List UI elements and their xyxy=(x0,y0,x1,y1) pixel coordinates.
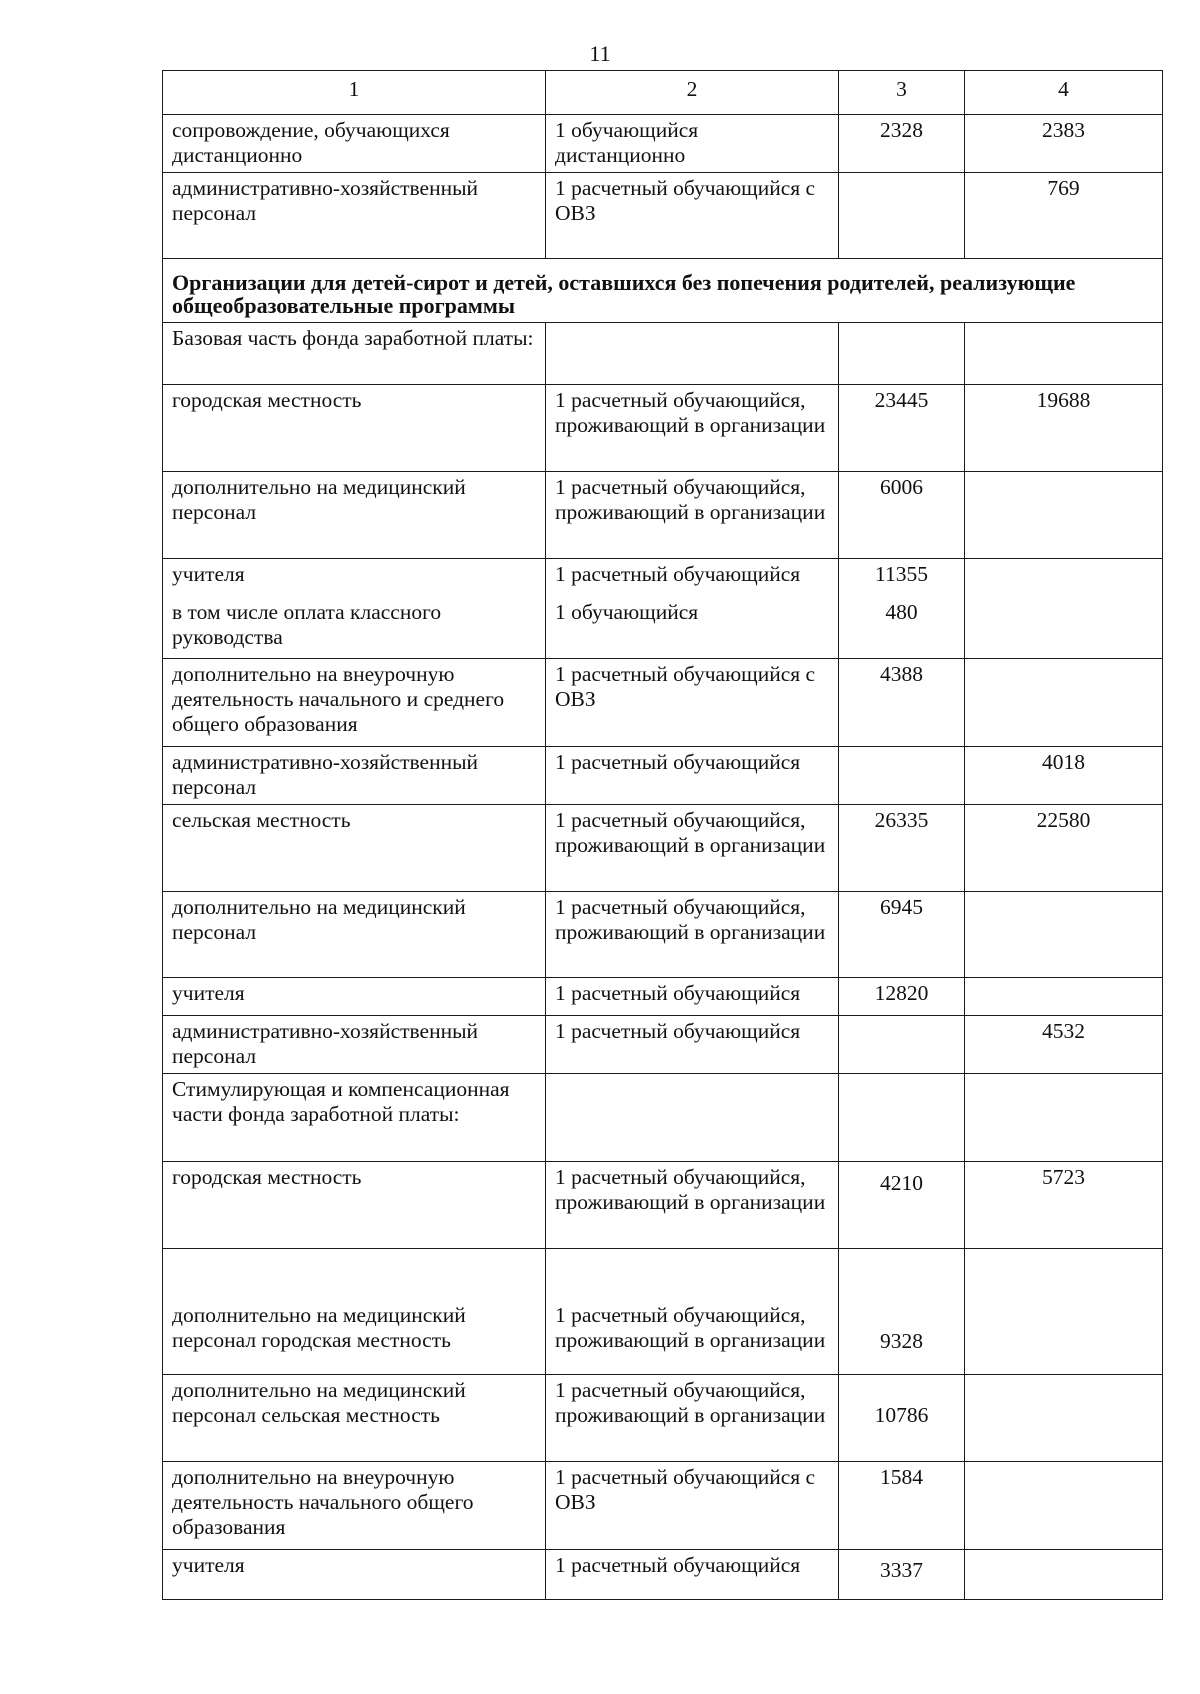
row-value-col4: 19688 xyxy=(965,385,1163,472)
page-number: 11 xyxy=(589,41,611,66)
row-name: дополнительно на внеурочную деятельность начального общего образования xyxy=(163,1462,546,1550)
teachers-unit: 1 расчетный обучающийся xyxy=(555,562,801,586)
row-value-col4 xyxy=(965,1550,1163,1600)
table-row xyxy=(163,1550,1163,1600)
header-cell-4: 4 xyxy=(965,71,1163,115)
table-row xyxy=(163,115,1163,173)
row-unit xyxy=(546,559,839,659)
empty-cell xyxy=(839,1074,965,1162)
table-row xyxy=(163,1375,1163,1462)
empty-cell xyxy=(965,1074,1163,1162)
header-cell-1: 1 xyxy=(163,71,546,115)
row-value-col4 xyxy=(965,892,1163,978)
row-unit: 1 расчетный обучающийся с ОВЗ xyxy=(546,1462,839,1550)
row-value-col4 xyxy=(965,472,1163,559)
row-name: административно-хозяйственный персонал xyxy=(163,173,546,259)
table-row xyxy=(163,1074,1163,1162)
row-value-col3: 26335 xyxy=(839,805,965,892)
empty-cell xyxy=(546,323,839,385)
row-name: учителя xyxy=(163,978,546,1016)
row-value-col3: 1584 xyxy=(839,1462,965,1550)
table-row xyxy=(163,1016,1163,1074)
row-unit: 1 расчетный обучающийся, проживающий в организации xyxy=(546,1162,839,1249)
row-name: дополнительно на медицинский персонал городская местность xyxy=(163,1249,546,1375)
empty-cell xyxy=(839,323,965,385)
row-name: городская местность xyxy=(163,1162,546,1249)
row-name: учителя xyxy=(163,1550,546,1600)
row-value-col3 xyxy=(839,559,965,659)
row-value-col3 xyxy=(839,747,965,805)
row-name: городская местность xyxy=(163,385,546,472)
teachers-label: учителя xyxy=(172,562,245,586)
row-value-col4: 2383 xyxy=(965,115,1163,173)
section-header-row xyxy=(163,259,1163,323)
section-title: Организации для детей-сирот и детей, оставшихся без попечения родителей, реализующие общеобразовательные программы xyxy=(163,259,1163,323)
row-value-col4: 5723 xyxy=(965,1162,1163,1249)
row-value-col3 xyxy=(839,173,965,259)
row-value-col4: 4018 xyxy=(965,747,1163,805)
row-value-col4 xyxy=(965,1249,1163,1375)
row-unit: 1 расчетный обучающийся, проживающий в организации xyxy=(546,472,839,559)
row-name xyxy=(163,559,546,659)
row-unit: 1 расчетный обучающийся xyxy=(546,978,839,1016)
row-unit: 1 расчетный обучающийся, проживающий в организации xyxy=(546,1375,839,1462)
row-value-col3: 4388 xyxy=(839,659,965,747)
table-row xyxy=(163,1249,1163,1375)
header-cell-2: 2 xyxy=(546,71,839,115)
row-name: дополнительно на медицинский персонал xyxy=(163,892,546,978)
row-name: административно-хозяйственный персонал xyxy=(163,1016,546,1074)
column-number-header xyxy=(163,71,1163,115)
row-value-col4: 4532 xyxy=(965,1016,1163,1074)
row-value-col3: 9328 xyxy=(839,1249,965,1375)
class-guidance-label: в том числе оплата классного руководства xyxy=(172,600,442,649)
row-value-col3: 2328 xyxy=(839,115,965,173)
row-unit: 1 расчетный обучающийся, проживающий в организации xyxy=(546,1249,839,1375)
table-row xyxy=(163,978,1163,1016)
table-row xyxy=(163,1162,1163,1249)
row-value-col4 xyxy=(965,659,1163,747)
row-value-col4: 769 xyxy=(965,173,1163,259)
table-row xyxy=(163,747,1163,805)
row-value-col3: 6006 xyxy=(839,472,965,559)
row-value-col3: 10786 xyxy=(839,1375,965,1462)
row-name: дополнительно на внеурочную деятельность начального и среднего общего образования xyxy=(163,659,546,747)
teachers-value: 11355 xyxy=(875,562,928,586)
row-unit: 1 расчетный обучающийся xyxy=(546,747,839,805)
table-row xyxy=(163,472,1163,559)
row-value-col3 xyxy=(839,1016,965,1074)
row-unit: 1 обучающийся дистанционно xyxy=(546,115,839,173)
table-row xyxy=(163,659,1163,747)
class-guidance-value: 480 xyxy=(885,600,918,624)
header-cell-3: 3 xyxy=(839,71,965,115)
row-value-col4 xyxy=(965,1375,1163,1462)
stim-part-label: Стимулирующая и компенсационная части фонда заработной платы: xyxy=(163,1074,546,1162)
table-row xyxy=(163,805,1163,892)
table-row xyxy=(163,173,1163,259)
row-value-col3: 4210 xyxy=(839,1162,965,1249)
row-value-col3: 6945 xyxy=(839,892,965,978)
empty-cell xyxy=(546,1074,839,1162)
row-unit: 1 расчетный обучающийся xyxy=(546,1016,839,1074)
row-unit: 1 расчетный обучающийся, проживающий в организации xyxy=(546,892,839,978)
class-guidance-unit: 1 обучающийся xyxy=(555,600,699,624)
empty-cell xyxy=(965,559,1163,659)
row-name: дополнительно на медицинский персонал сельская местность xyxy=(163,1375,546,1462)
row-value-col4 xyxy=(965,1462,1163,1550)
row-name: сельская местность xyxy=(163,805,546,892)
row-unit: 1 расчетный обучающийся, проживающий в организации xyxy=(546,385,839,472)
table-row xyxy=(163,1462,1163,1550)
row-name: дополнительно на медицинский персонал xyxy=(163,472,546,559)
row-value-col4 xyxy=(965,978,1163,1016)
funding-norms-table xyxy=(162,70,1163,1600)
table-row xyxy=(163,385,1163,472)
table-row xyxy=(163,559,1163,659)
row-unit: 1 расчетный обучающийся, проживающий в организации xyxy=(546,805,839,892)
row-name: сопровождение, обучающихся дистанционно xyxy=(163,115,546,173)
table-row xyxy=(163,323,1163,385)
row-unit: 1 расчетный обучающийся с ОВЗ xyxy=(546,173,839,259)
row-unit: 1 расчетный обучающийся xyxy=(546,1550,839,1600)
base-part-label: Базовая часть фонда заработной платы: xyxy=(163,323,546,385)
empty-cell xyxy=(965,323,1163,385)
table-row xyxy=(163,892,1163,978)
row-value-col3: 12820 xyxy=(839,978,965,1016)
row-value-col3: 23445 xyxy=(839,385,965,472)
row-value-col4: 22580 xyxy=(965,805,1163,892)
row-name: административно-хозяйственный персонал xyxy=(163,747,546,805)
row-unit: 1 расчетный обучающийся с ОВЗ xyxy=(546,659,839,747)
row-value-col3: 3337 xyxy=(839,1550,965,1600)
